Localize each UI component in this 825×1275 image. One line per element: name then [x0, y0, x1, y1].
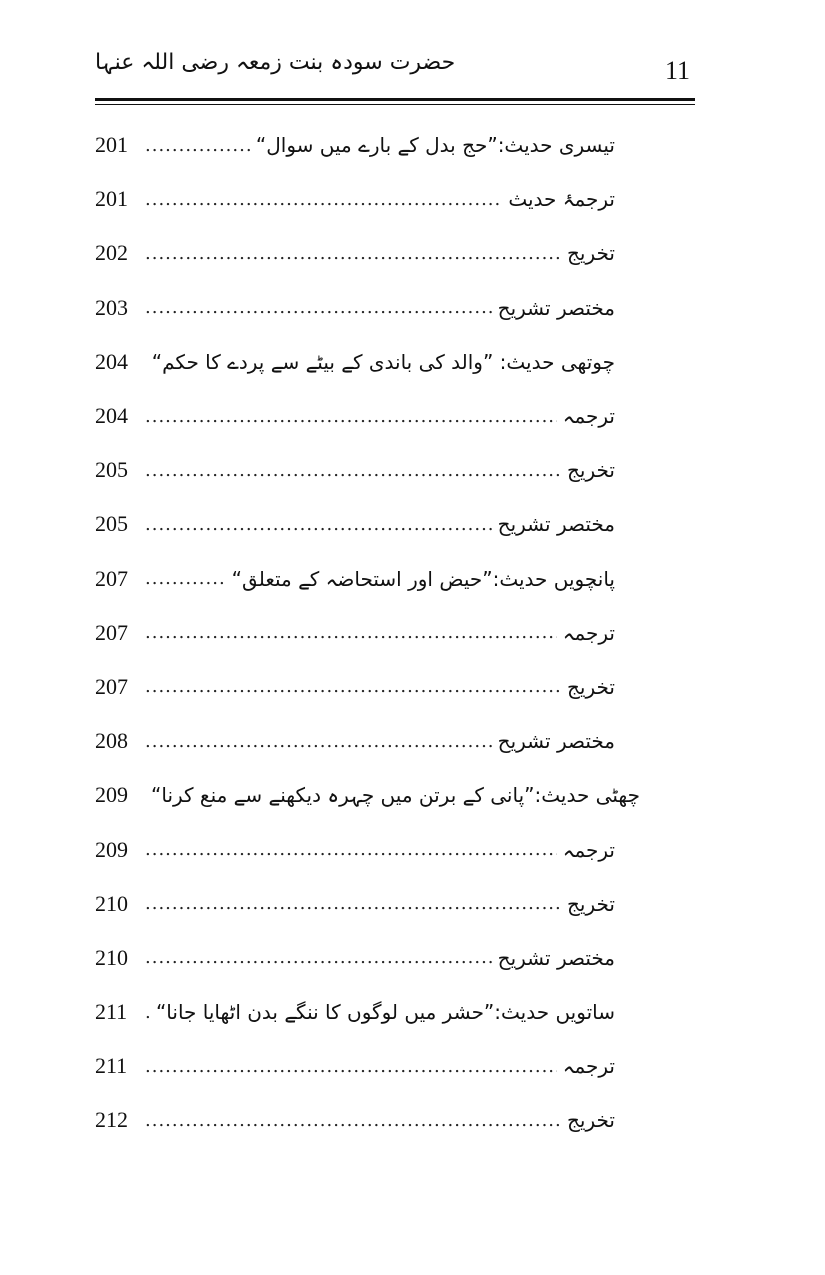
toc-entry: [95, 389, 615, 443]
toc-page-number: 202: [95, 240, 128, 266]
toc-entry: [95, 985, 615, 1039]
toc-title: ترجمہ: [562, 404, 615, 429]
toc-title: مختصر تشریح: [497, 945, 615, 970]
toc-leader-dots: [145, 1056, 557, 1077]
toc-entry: [95, 606, 615, 660]
toc-leader-dots: [145, 1002, 150, 1023]
toc-leader-dots: [145, 893, 561, 914]
page-header: [95, 50, 695, 90]
toc-title: مختصر تشریح: [497, 729, 615, 754]
toc-title: ترجمہ: [562, 620, 615, 645]
toc-entry: [95, 768, 640, 822]
toc-entry: [95, 822, 615, 876]
page-number: 11: [665, 56, 691, 85]
toc-entry: [95, 226, 615, 280]
toc-title: ساتویں حدیث:”حشر میں لوگوں کا ننگے بدن اٹھایا جانا“: [155, 1000, 615, 1025]
toc-page-number: 205: [95, 511, 128, 537]
toc-title: تخریج: [567, 674, 615, 699]
toc-page-number: 210: [95, 944, 128, 970]
toc-page-number: 207: [95, 619, 128, 645]
toc-page-number: 208: [95, 728, 128, 754]
toc-title: چوتھی حدیث: ”والد کی باندی کے بیٹے سے پردے کا حکم“: [151, 349, 615, 374]
toc-entry: [95, 497, 615, 551]
toc-page-number: 209: [95, 782, 128, 808]
toc-entry: [95, 931, 615, 985]
toc-leader-dots: [145, 676, 561, 697]
toc-page-number: 209: [95, 836, 128, 862]
toc-title: ترجمہ: [562, 1054, 615, 1079]
toc-leader-dots: [145, 839, 557, 860]
toc-page-number: 204: [95, 348, 128, 374]
toc-title: مختصر تشریح: [497, 512, 615, 537]
toc-page-number: 211: [95, 999, 128, 1025]
toc-page-number: 205: [95, 457, 128, 483]
toc-title: تخریج: [567, 891, 615, 916]
toc-entry: [95, 1039, 615, 1093]
toc-entry: [95, 660, 615, 714]
toc-title: پانچویں حدیث:”حیض اور استحاضہ کے متعلق“: [231, 566, 615, 591]
toc-leader-dots: [145, 189, 502, 210]
toc-leader-dots: [145, 135, 250, 156]
toc-leader-dots: [145, 406, 557, 427]
toc-leader-dots: [145, 731, 492, 752]
toc-entry: [95, 1093, 615, 1147]
toc-entry: [95, 877, 615, 931]
toc-title: ترجمۂ حدیث: [508, 187, 615, 212]
toc-leader-dots: [145, 622, 557, 643]
toc-page-number: 203: [95, 294, 128, 320]
toc-page-number: 204: [95, 403, 128, 429]
toc-page-number: 211: [95, 1053, 128, 1079]
toc-title: تخریج: [567, 1108, 615, 1133]
toc-entry: [95, 335, 615, 389]
toc-entry: [95, 118, 615, 172]
header-rule-thick: [95, 98, 695, 101]
running-title: حضرت سودہ بنت زمعہ رضی اللہ عنہا: [95, 50, 456, 75]
toc-page-number: 201: [95, 186, 128, 212]
toc-title: مختصر تشریح: [497, 295, 615, 320]
toc-entry: [95, 552, 615, 606]
toc-leader-dots: [145, 1110, 561, 1131]
toc-page-number: 210: [95, 890, 128, 916]
toc-entry: [95, 172, 615, 226]
toc-title: چھٹی حدیث:”پانی کے برتن میں چہرہ دیکھنے سے منع کرنا“: [151, 783, 640, 808]
toc-leader-dots: [145, 568, 226, 589]
header-rule-thin: [95, 104, 695, 105]
toc-title: تخریج: [567, 458, 615, 483]
toc-entry: [95, 714, 615, 768]
toc-leader-dots: [145, 947, 492, 968]
toc-title: تخریج: [567, 241, 615, 266]
toc-leader-dots: [145, 351, 146, 372]
toc-page-number: 212: [95, 1107, 128, 1133]
toc-page-number: 207: [95, 565, 128, 591]
toc-leader-dots: [145, 243, 561, 264]
table-of-contents: [95, 118, 640, 1148]
toc-page-number: 207: [95, 673, 128, 699]
toc-leader-dots: [145, 514, 492, 535]
toc-leader-dots: [145, 460, 561, 481]
toc-entry: [95, 443, 615, 497]
toc-entry: [95, 281, 615, 335]
toc-title: تیسری حدیث:”حج بدل کے بارے میں سوال“: [255, 133, 615, 158]
toc-page-number: 201: [95, 132, 128, 158]
toc-title: ترجمہ: [562, 837, 615, 862]
toc-leader-dots: [145, 297, 492, 318]
